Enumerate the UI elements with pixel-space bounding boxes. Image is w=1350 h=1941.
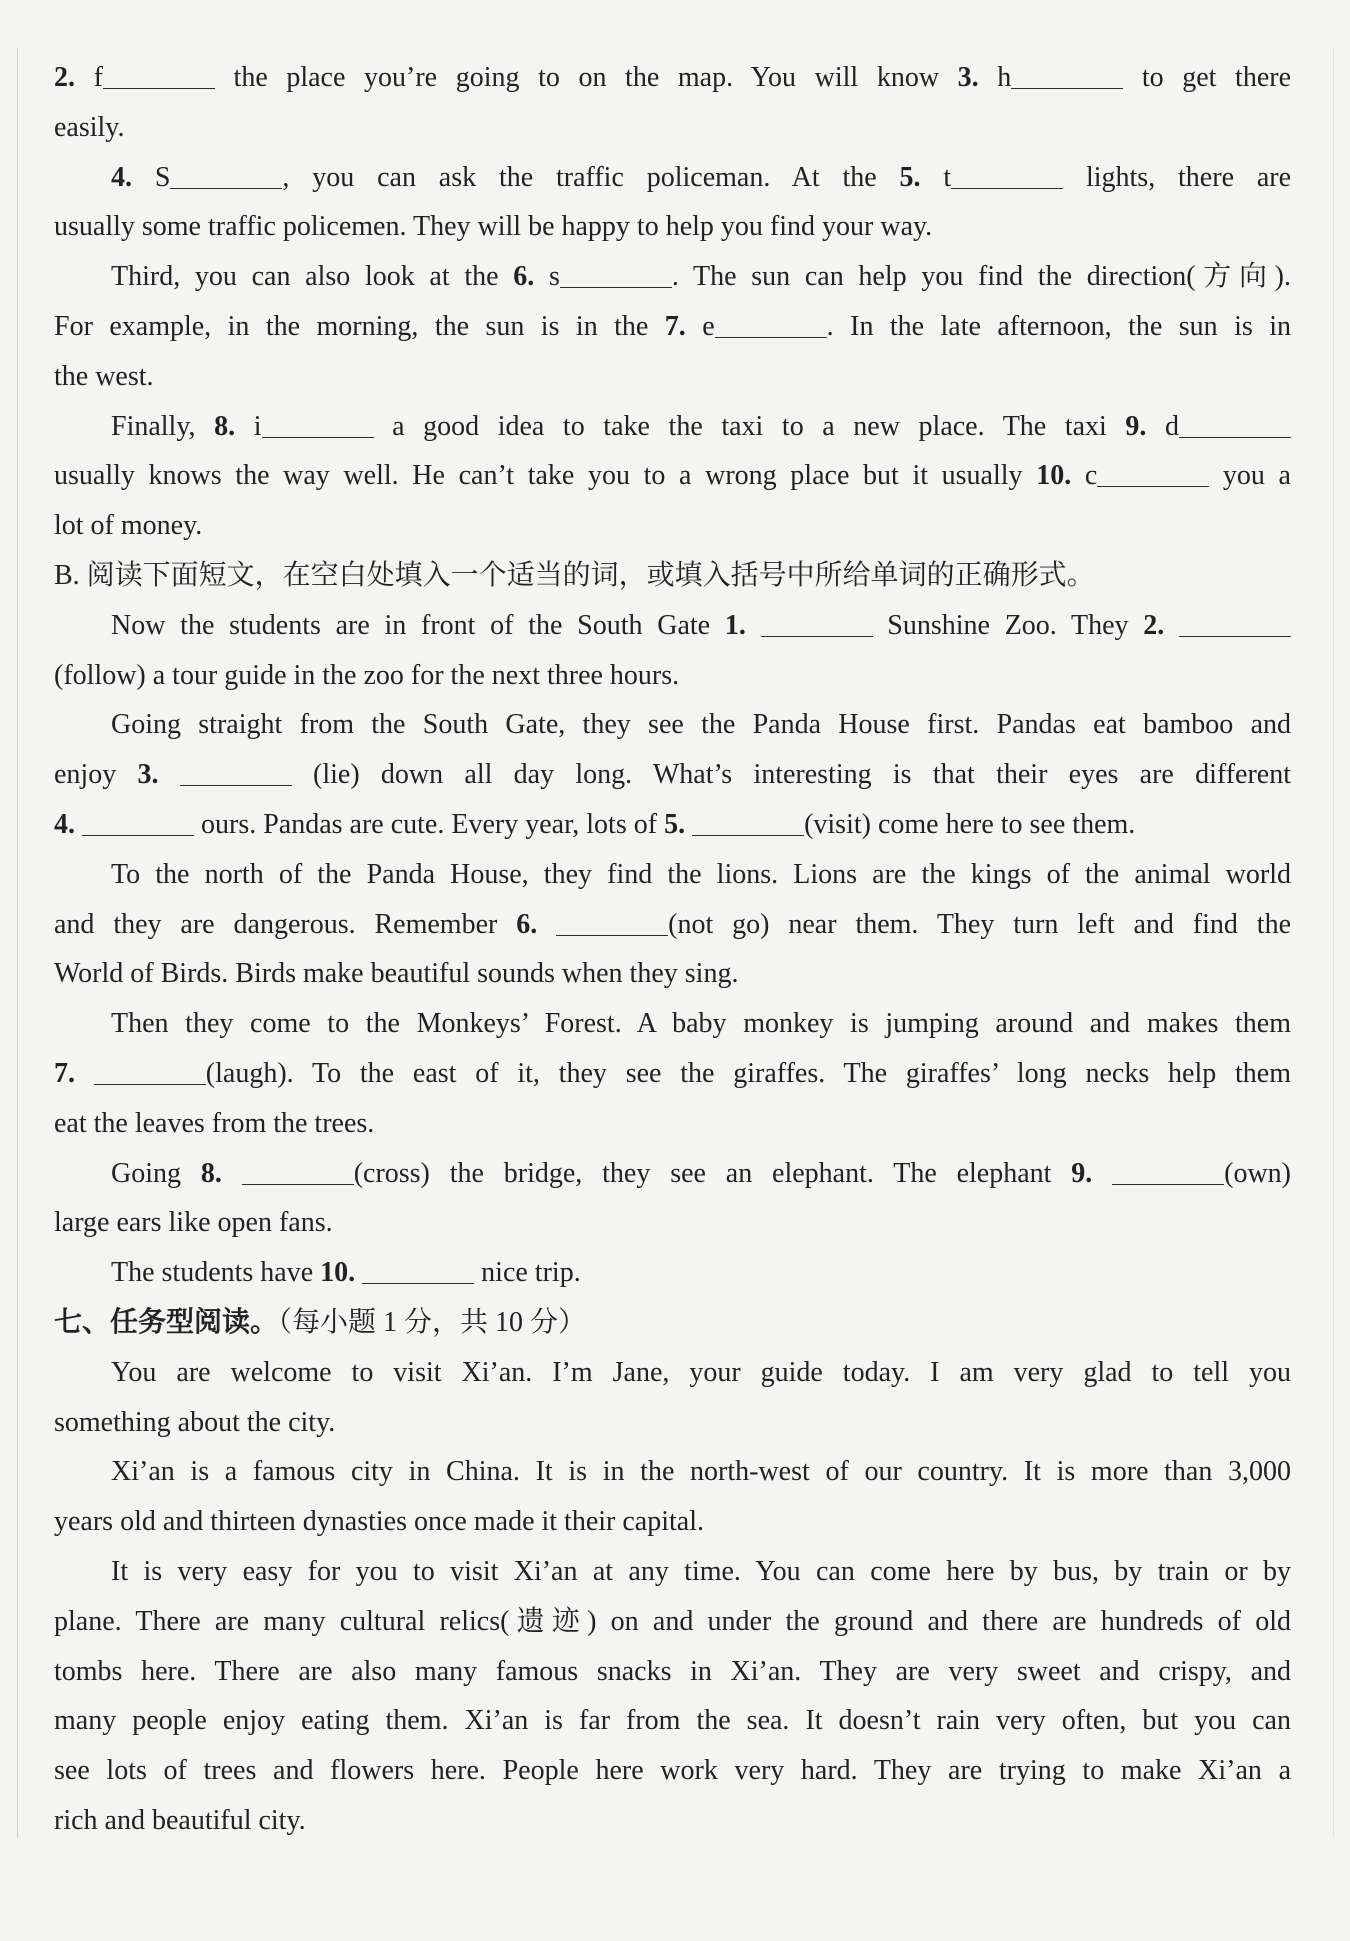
text-run: to get there [1123, 62, 1292, 93]
question-number: 8. [200, 1157, 242, 1189]
text-run: Going [111, 1157, 201, 1189]
paragraph [54, 402, 1291, 551]
text-run: f [75, 62, 103, 93]
text-run: nice trip. [474, 1257, 581, 1289]
question-number: 6. [513, 261, 535, 293]
text-run: something about the city. [54, 1406, 336, 1438]
question-number: 5. [899, 161, 921, 193]
text-run: large ears like open fans. [54, 1207, 333, 1239]
answer-blank [692, 815, 804, 836]
text-run: (not go) near them. They turn left and find the [668, 908, 1292, 940]
answer-blank [560, 267, 672, 288]
text-run: Going straight from the South Gate, they see the Panda House first. Pandas eat bamboo and [111, 709, 1291, 741]
text-run: i [235, 410, 262, 442]
text-run: To the north of the Panda House, they find the lions. Lions are the kings of the animal world [111, 858, 1291, 890]
text-run: rich and beautiful city. [54, 1804, 306, 1836]
answer-blank [556, 915, 668, 936]
question-number: 5. [664, 808, 693, 840]
paragraph [54, 1447, 1291, 1547]
text-line [54, 750, 1291, 800]
text-run: Sunshine Zoo. They [872, 609, 1144, 641]
text-line [54, 1248, 1291, 1298]
text-run: h [978, 62, 1012, 93]
text-run: e [685, 310, 715, 342]
question-number: 9. [1071, 1157, 1113, 1189]
question-number: 6. [516, 908, 557, 940]
paragraph [54, 1248, 1291, 1298]
text-run: (lie) down all day long. What’s interesting is that their eyes are different [291, 759, 1291, 791]
text-run: the place you’re going to on the map. You will know [214, 62, 958, 93]
text-line [54, 1647, 1291, 1697]
question-number: 8. [214, 410, 236, 442]
paragraph [54, 53, 1291, 153]
text-run: Xi’an is a famous city in China. It is in the north-west of our country. It is more than 3,000 [111, 1456, 1291, 1488]
text-run: You are welcome to visit Xi’an. I’m Jane, your guide today. I am very glad to tell you [111, 1356, 1291, 1388]
text-run: s [534, 261, 560, 293]
text-run: t [920, 161, 952, 193]
text-line [54, 1597, 1291, 1647]
section-heading [54, 1298, 1291, 1348]
text-run: lights, there are [1063, 161, 1292, 193]
text-run: , you can ask the traffic policeman. At the [282, 161, 900, 193]
text-run: . In the late afternoon, the sun is in [826, 310, 1291, 342]
answer-blank [951, 168, 1063, 189]
paragraph [54, 1348, 1291, 1448]
text-run: tombs here. There are also many famous snacks in Xi’an. They are very sweet and crispy, and [54, 1655, 1291, 1687]
binding-margin-line [17, 48, 18, 1838]
text-line [54, 1348, 1291, 1398]
text-line [54, 949, 1291, 999]
text-line [54, 1049, 1291, 1099]
text-line [54, 153, 1291, 203]
text-run: and they are dangerous. Remember [54, 908, 517, 940]
answer-blank [1112, 1164, 1224, 1185]
text-line [54, 103, 1291, 153]
text-line [54, 53, 1291, 103]
section-heading [54, 551, 1291, 601]
text-line [54, 202, 1291, 252]
answer-blank [362, 1263, 474, 1284]
text-line [54, 252, 1291, 302]
text-run: usually knows the way well. He can’t take you to a wrong place but it usually [54, 460, 1037, 492]
text-run: usually some traffic policemen. They will be happy to help you find your way. [54, 211, 933, 243]
answer-blank [262, 417, 374, 438]
text-line [54, 800, 1291, 850]
text-line [54, 451, 1291, 501]
paragraph [54, 850, 1291, 999]
question-number: 10. [1036, 460, 1072, 492]
answer-blank [1179, 417, 1291, 438]
text-run: many people enjoy eating them. Xi’an is far from the sea. It doesn’t rain very often, but you can [54, 1705, 1291, 1737]
text-run: For example, in the morning, the sun is in the [54, 310, 665, 342]
text-line [54, 1696, 1291, 1746]
paragraph [54, 1547, 1291, 1846]
answer-blank [94, 1064, 206, 1085]
text-line [54, 1497, 1291, 1547]
question-number: 2. [1143, 609, 1180, 641]
question-number: 七、任务型阅读。 [54, 1306, 279, 1338]
question-number: 3. [957, 62, 979, 93]
text-run: Third, you can also look at the [111, 261, 514, 293]
text-run: years old and thirteen dynasties once made it their capital. [54, 1506, 704, 1538]
document-body [54, 53, 1291, 1846]
text-line [54, 1746, 1291, 1796]
text-run: Then they come to the Monkeys’ Forest. A baby monkey is jumping around and makes them [111, 1008, 1291, 1040]
answer-blank [170, 168, 282, 189]
text-line [54, 1198, 1291, 1248]
answer-blank [242, 1164, 354, 1185]
text-run: see lots of trees and flowers here. People here work very hard. They are trying to make Xi’an a [54, 1755, 1291, 1787]
text-run: you a [1209, 460, 1291, 492]
text-line [54, 1447, 1291, 1497]
text-run: (cross) the bridge, they see an elephant. The elephant [353, 1157, 1072, 1189]
text-run: . The sun can help you find the direction(方向). [671, 261, 1292, 293]
text-line [54, 900, 1291, 950]
text-run: a good idea to take the taxi to a new place. The taxi [373, 410, 1126, 442]
answer-blank [103, 68, 215, 89]
text-run: S [132, 161, 171, 193]
text-run: lot of money. [54, 510, 203, 542]
answer-blank [761, 616, 873, 637]
text-line [54, 1547, 1291, 1597]
question-number: 2. [54, 62, 75, 93]
answer-blank [1179, 616, 1291, 637]
text-line [54, 1398, 1291, 1448]
text-line [54, 402, 1291, 452]
text-run: Now the students are in front of the South Gate [111, 609, 725, 641]
question-number: 1. [724, 609, 761, 641]
question-number: 10. [320, 1257, 363, 1289]
paragraph [54, 252, 1291, 401]
text-run: easily. [54, 111, 125, 143]
text-line [54, 501, 1291, 551]
text-line [54, 1149, 1291, 1199]
right-margin-line [1333, 48, 1334, 1838]
text-run: d [1146, 410, 1179, 442]
text-run: (visit) come here to see them. [804, 808, 1136, 840]
answer-blank [82, 815, 194, 836]
question-number: 7. [664, 310, 686, 342]
text-line [54, 352, 1291, 402]
text-run: c [1071, 460, 1098, 492]
text-run: eat the leaves from the trees. [54, 1107, 375, 1139]
text-run: The students have [111, 1257, 321, 1289]
text-run: the west. [54, 360, 154, 392]
question-number: 4. [111, 161, 132, 193]
text-run: It is very easy for you to visit Xi’an at any time. You can come here by bus, by train or by [111, 1555, 1291, 1587]
paragraph [54, 700, 1291, 849]
text-line [54, 1099, 1291, 1149]
text-line [54, 1796, 1291, 1846]
question-number: 3. [137, 759, 180, 791]
text-line [54, 551, 1291, 601]
answer-blank [1097, 466, 1209, 487]
text-run: plane. There are many cultural relics(遗迹) on and under the ground and there are hundreds of old [54, 1605, 1291, 1637]
text-line [54, 700, 1291, 750]
answer-blank [180, 765, 292, 786]
text-run: World of Birds. Birds make beautiful sounds when they sing. [54, 958, 739, 990]
text-line [54, 302, 1291, 352]
text-line [54, 850, 1291, 900]
text-run: （每小题 1 分，共 10 分） [278, 1306, 587, 1338]
paragraph [54, 999, 1291, 1148]
text-run: (own) [1224, 1157, 1292, 1189]
question-number: 7. [54, 1057, 94, 1089]
paragraph [54, 601, 1291, 701]
text-line [54, 651, 1291, 701]
question-number: 9. [1125, 410, 1147, 442]
text-run: enjoy [54, 759, 138, 791]
text-line [54, 999, 1291, 1049]
question-number: 4. [54, 808, 82, 840]
text-run: B. 阅读下面短文，在空白处填入一个适当的词，或填入括号中所给单词的正确形式。 [54, 559, 1095, 591]
paragraph [54, 153, 1291, 253]
answer-blank [1011, 68, 1123, 89]
paragraph [54, 1149, 1291, 1249]
text-run: (laugh). To the east of it, they see the giraffes. The giraffes’ long necks help them [205, 1057, 1291, 1089]
text-line [54, 601, 1291, 651]
text-run: ours. Pandas are cute. Every year, lots of [194, 808, 665, 840]
text-run: Finally, [111, 410, 215, 442]
text-run: (follow) a tour guide in the zoo for the next three hours. [54, 659, 680, 691]
text-line [54, 1298, 1291, 1348]
answer-blank [715, 317, 827, 338]
